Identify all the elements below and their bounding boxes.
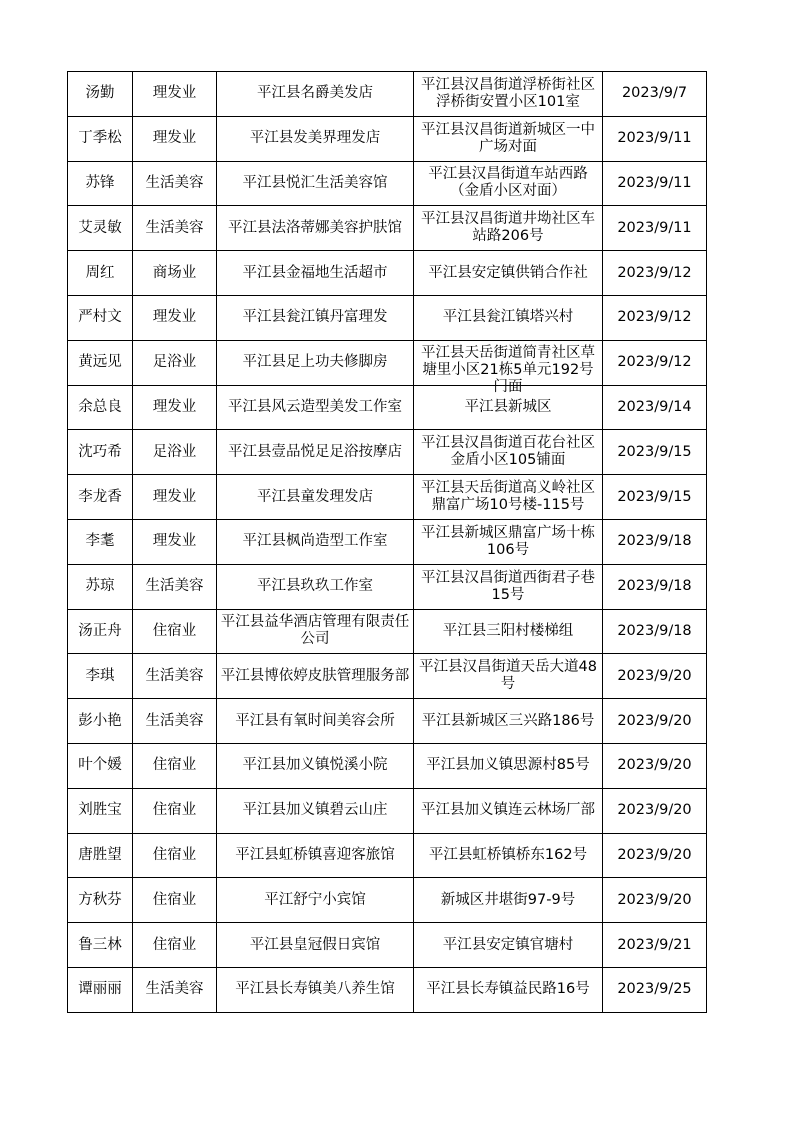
date-cell-text: 2023/9/25 xyxy=(617,981,692,998)
table-row xyxy=(68,699,707,744)
owner-name-cell xyxy=(68,116,133,161)
shop-name-cell-text: 平江舒宁小宾馆 xyxy=(264,891,366,908)
address-cell-text: 平江县汉昌街道浮桥街社区浮桥街安置小区101室 xyxy=(421,76,595,110)
address-cell-text: 平江县加义镇思源村85号 xyxy=(426,757,590,774)
address-cell xyxy=(414,519,603,564)
address-cell-text: 平江县安定镇官塘村 xyxy=(442,936,574,953)
industry-cell xyxy=(133,161,217,206)
date-cell-text: 2023/9/20 xyxy=(617,846,692,863)
date-cell-text: 2023/9/11 xyxy=(617,219,692,236)
industry-cell xyxy=(133,878,217,923)
owner-name-cell-text: 李琪 xyxy=(85,667,115,684)
industry-cell-text: 理发业 xyxy=(152,85,197,102)
address-cell-text: 平江县汉昌街道百花台社区金盾小区105铺面 xyxy=(421,435,595,469)
owner-name-cell-text: 汤正舟 xyxy=(78,622,122,639)
owner-name-cell-text: 汤勤 xyxy=(85,85,115,102)
owner-name-cell xyxy=(68,967,133,1012)
address-cell-text: 平江县长寿镇益民路16号 xyxy=(426,981,590,998)
owner-name-cell-text: 丁季松 xyxy=(78,130,122,147)
address-cell xyxy=(414,923,603,968)
date-cell-text: 2023/9/15 xyxy=(617,443,692,460)
industry-cell-text: 理发业 xyxy=(152,533,197,550)
industry-cell-text: 生活美容 xyxy=(145,667,204,684)
date-cell xyxy=(603,475,707,520)
industry-cell-text: 住宿业 xyxy=(152,891,197,908)
owner-name-cell-text: 李龙香 xyxy=(78,488,122,505)
address-cell xyxy=(414,251,603,296)
shop-name-cell-text: 平江县玖玖工作室 xyxy=(257,578,373,595)
address-cell-text: 平江县新城区三兴路186号 xyxy=(421,712,595,729)
shop-name-cell xyxy=(217,519,414,564)
owner-name-cell xyxy=(68,833,133,878)
date-cell-text: 2023/9/12 xyxy=(617,309,692,326)
address-cell xyxy=(414,699,603,744)
industry-cell xyxy=(133,385,217,430)
date-cell-text: 2023/9/20 xyxy=(617,712,692,729)
owner-name-cell xyxy=(68,475,133,520)
table-row xyxy=(68,654,707,699)
owner-name-cell-text: 严村文 xyxy=(78,309,122,326)
address-cell xyxy=(414,340,603,395)
industry-cell xyxy=(133,743,217,788)
industry-cell-text: 生活美容 xyxy=(145,174,204,191)
industry-cell xyxy=(133,788,217,833)
owner-name-cell-text: 余总良 xyxy=(78,398,122,415)
shop-name-cell xyxy=(217,923,414,968)
industry-cell-text: 理发业 xyxy=(152,398,197,415)
address-cell-text: 平江县汉昌街道井坳社区车站路206号 xyxy=(421,211,595,245)
shop-name-cell-text: 平江县博依婷皮肤管理服务部 xyxy=(220,667,410,684)
table-row xyxy=(68,743,707,788)
industry-cell-text: 生活美容 xyxy=(145,578,204,595)
registration-table xyxy=(67,71,707,1013)
date-cell xyxy=(603,116,707,161)
table-row xyxy=(68,878,707,923)
industry-cell-text: 理发业 xyxy=(152,130,197,147)
date-cell-text: 2023/9/18 xyxy=(617,578,692,595)
address-cell-text: 平江县新城区鼎富广场十栋106号 xyxy=(421,524,595,558)
industry-cell-text: 住宿业 xyxy=(152,622,197,639)
industry-cell xyxy=(133,340,217,385)
shop-name-cell xyxy=(217,833,414,878)
shop-name-cell xyxy=(217,72,414,117)
industry-cell xyxy=(133,475,217,520)
date-cell xyxy=(603,519,707,564)
date-cell xyxy=(603,788,707,833)
date-cell-text: 2023/9/12 xyxy=(617,354,692,371)
address-cell-text: 平江县安定镇供销合作社 xyxy=(428,264,588,281)
industry-cell xyxy=(133,430,217,475)
industry-cell-text: 住宿业 xyxy=(152,757,197,774)
shop-name-cell xyxy=(217,699,414,744)
shop-name-cell xyxy=(217,654,414,699)
date-cell xyxy=(603,833,707,878)
address-cell xyxy=(414,564,603,609)
table-row xyxy=(68,609,707,654)
address-cell xyxy=(414,609,603,654)
industry-cell-text: 足浴业 xyxy=(152,354,197,371)
industry-cell-text: 商场业 xyxy=(152,264,197,281)
shop-name-cell-text: 平江县童发理发店 xyxy=(257,488,373,505)
industry-cell-text: 住宿业 xyxy=(152,802,197,819)
industry-cell xyxy=(133,923,217,968)
address-cell xyxy=(414,475,603,520)
owner-name-cell xyxy=(68,923,133,968)
industry-cell xyxy=(133,833,217,878)
owner-name-cell xyxy=(68,251,133,296)
date-cell xyxy=(603,430,707,475)
industry-cell xyxy=(133,519,217,564)
industry-cell-text: 生活美容 xyxy=(145,219,204,236)
shop-name-cell xyxy=(217,116,414,161)
shop-name-cell-text: 平江县发美界理发店 xyxy=(249,130,381,147)
table-row xyxy=(68,116,707,161)
date-cell xyxy=(603,206,707,251)
address-cell xyxy=(414,72,603,117)
shop-name-cell-text: 平江县虹桥镇喜迎客旅馆 xyxy=(235,846,395,863)
owner-name-cell xyxy=(68,699,133,744)
owner-name-cell xyxy=(68,430,133,475)
address-cell xyxy=(414,967,603,1012)
owner-name-cell xyxy=(68,295,133,340)
address-cell-text: 平江县新城区 xyxy=(464,398,552,415)
shop-name-cell-text: 平江县名爵美发店 xyxy=(257,85,373,102)
shop-name-cell-text: 平江县益华酒店管理有限责任公司 xyxy=(220,614,410,648)
address-cell xyxy=(414,788,603,833)
owner-name-cell xyxy=(68,161,133,206)
date-cell-text: 2023/9/21 xyxy=(617,936,692,953)
industry-cell xyxy=(133,251,217,296)
date-cell-text: 2023/9/20 xyxy=(617,667,692,684)
shop-name-cell xyxy=(217,251,414,296)
table-row xyxy=(68,519,707,564)
date-cell xyxy=(603,385,707,430)
shop-name-cell xyxy=(217,206,414,251)
table-row xyxy=(68,923,707,968)
date-cell-text: 2023/9/20 xyxy=(617,757,692,774)
shop-name-cell-text: 平江县加义镇碧云山庄 xyxy=(242,802,388,819)
owner-name-cell-text: 彭小艳 xyxy=(78,712,122,729)
shop-name-cell xyxy=(217,340,414,385)
address-cell-text: 平江县汉昌街道西街君子巷15号 xyxy=(421,569,595,603)
owner-name-cell-text: 鲁三林 xyxy=(78,936,122,953)
owner-name-cell xyxy=(68,654,133,699)
owner-name-cell xyxy=(68,72,133,117)
date-cell xyxy=(603,161,707,206)
industry-cell xyxy=(133,699,217,744)
date-cell xyxy=(603,967,707,1012)
industry-cell-text: 生活美容 xyxy=(145,981,204,998)
owner-name-cell-text: 苏琼 xyxy=(85,578,115,595)
shop-name-cell xyxy=(217,609,414,654)
industry-cell-text: 生活美容 xyxy=(145,712,204,729)
date-cell-text: 2023/9/15 xyxy=(617,488,692,505)
address-cell-text: 平江县汉昌街道新城区一中广场对面 xyxy=(421,121,595,155)
table-row xyxy=(68,430,707,475)
shop-name-cell xyxy=(217,967,414,1012)
shop-name-cell-text: 平江县足上功夫修脚房 xyxy=(242,354,388,371)
date-cell xyxy=(603,340,707,385)
owner-name-cell-text: 唐胜望 xyxy=(78,846,122,863)
table-row xyxy=(68,475,707,520)
owner-name-cell xyxy=(68,385,133,430)
table-row xyxy=(68,340,707,385)
table-row xyxy=(68,833,707,878)
owner-name-cell-text: 谭丽丽 xyxy=(78,981,122,998)
date-cell xyxy=(603,654,707,699)
owner-name-cell xyxy=(68,788,133,833)
industry-cell xyxy=(133,654,217,699)
address-cell-text: 平江县加义镇连云林场厂部 xyxy=(421,802,595,819)
date-cell xyxy=(603,72,707,117)
address-cell xyxy=(414,161,603,206)
shop-name-cell-text: 平江县加义镇悦溪小院 xyxy=(242,757,388,774)
owner-name-cell-text: 刘胜宝 xyxy=(78,802,122,819)
owner-name-cell xyxy=(68,609,133,654)
date-cell-text: 2023/9/14 xyxy=(617,398,692,415)
table-row xyxy=(68,251,707,296)
date-cell-text: 2023/9/18 xyxy=(617,622,692,639)
industry-cell-text: 理发业 xyxy=(152,488,197,505)
table-row xyxy=(68,206,707,251)
owner-name-cell xyxy=(68,206,133,251)
date-cell xyxy=(603,878,707,923)
table-row xyxy=(68,161,707,206)
address-cell xyxy=(414,654,603,699)
address-cell xyxy=(414,206,603,251)
date-cell-text: 2023/9/7 xyxy=(621,85,688,102)
shop-name-cell xyxy=(217,878,414,923)
address-cell xyxy=(414,116,603,161)
shop-name-cell-text: 平江县皇冠假日宾馆 xyxy=(249,936,381,953)
address-cell-text: 平江县瓮江镇塔兴村 xyxy=(442,309,574,326)
shop-name-cell-text: 平江县风云造型美发工作室 xyxy=(228,398,402,415)
table-row xyxy=(68,295,707,340)
table-row xyxy=(68,788,707,833)
date-cell xyxy=(603,923,707,968)
shop-name-cell-text: 平江县枫尚造型工作室 xyxy=(242,533,388,550)
owner-name-cell-text: 周红 xyxy=(85,264,115,281)
owner-name-cell-text: 沈巧希 xyxy=(78,443,122,460)
owner-name-cell xyxy=(68,340,133,385)
address-cell-text: 平江县三阳村楼梯组 xyxy=(442,622,574,639)
industry-cell-text: 住宿业 xyxy=(152,846,197,863)
shop-name-cell-text: 平江县有氧时间美容会所 xyxy=(235,712,395,729)
address-cell xyxy=(414,878,603,923)
industry-cell xyxy=(133,564,217,609)
owner-name-cell-text: 艾灵敏 xyxy=(78,219,122,236)
date-cell-text: 2023/9/12 xyxy=(617,264,692,281)
table-row xyxy=(68,72,707,117)
owner-name-cell-text: 叶个媛 xyxy=(78,757,122,774)
address-cell-text: 平江县天岳街道高义岭社区鼎富广场10号楼-115号 xyxy=(421,480,595,514)
owner-name-cell-text: 李耄 xyxy=(85,533,115,550)
address-cell-text: 平江县天岳街道简青社区草塘里小区21栋5单元192号门面 xyxy=(421,344,595,395)
date-cell-text: 2023/9/11 xyxy=(617,174,692,191)
table-row xyxy=(68,564,707,609)
industry-cell xyxy=(133,609,217,654)
shop-name-cell-text: 平江县金福地生活超市 xyxy=(242,264,388,281)
date-cell-text: 2023/9/20 xyxy=(617,891,692,908)
industry-cell-text: 理发业 xyxy=(152,309,197,326)
address-cell xyxy=(414,430,603,475)
owner-name-cell xyxy=(68,743,133,788)
table-body xyxy=(68,72,707,1013)
owner-name-cell xyxy=(68,519,133,564)
date-cell-text: 2023/9/18 xyxy=(617,533,692,550)
table-row xyxy=(68,385,707,430)
industry-cell xyxy=(133,206,217,251)
industry-cell xyxy=(133,967,217,1012)
date-cell xyxy=(603,699,707,744)
date-cell-text: 2023/9/20 xyxy=(617,802,692,819)
shop-name-cell xyxy=(217,430,414,475)
date-cell xyxy=(603,743,707,788)
industry-cell xyxy=(133,72,217,117)
address-cell-text: 平江县虹桥镇桥东162号 xyxy=(428,846,588,863)
owner-name-cell xyxy=(68,564,133,609)
shop-name-cell xyxy=(217,161,414,206)
owner-name-cell-text: 苏锋 xyxy=(85,174,115,191)
date-cell xyxy=(603,251,707,296)
shop-name-cell-text: 平江县法洛蒂娜美容护肤馆 xyxy=(228,219,402,236)
address-cell xyxy=(414,295,603,340)
table-row xyxy=(68,967,707,1012)
shop-name-cell xyxy=(217,295,414,340)
industry-cell-text: 足浴业 xyxy=(152,443,197,460)
shop-name-cell-text: 平江县长寿镇美八养生馆 xyxy=(235,981,395,998)
address-cell-text: 平江县汉昌街道天岳大道48号 xyxy=(419,659,597,693)
shop-name-cell xyxy=(217,475,414,520)
address-cell-text: 平江县汉昌街道车站西路（金盾小区对面） xyxy=(428,166,588,200)
date-cell xyxy=(603,295,707,340)
industry-cell-text: 住宿业 xyxy=(152,936,197,953)
shop-name-cell xyxy=(217,788,414,833)
shop-name-cell xyxy=(217,564,414,609)
date-cell xyxy=(603,609,707,654)
industry-cell xyxy=(133,295,217,340)
address-cell xyxy=(414,833,603,878)
shop-name-cell-text: 平江县壹品悦足足浴按摩店 xyxy=(228,443,402,460)
shop-name-cell xyxy=(217,385,414,430)
shop-name-cell-text: 平江县瓮江镇丹富理发 xyxy=(242,309,388,326)
shop-name-cell xyxy=(217,743,414,788)
date-cell xyxy=(603,564,707,609)
owner-name-cell xyxy=(68,878,133,923)
owner-name-cell-text: 黄远见 xyxy=(78,354,122,371)
industry-cell xyxy=(133,116,217,161)
date-cell-text: 2023/9/11 xyxy=(617,130,692,147)
address-cell xyxy=(414,743,603,788)
owner-name-cell-text: 方秋芬 xyxy=(78,891,122,908)
shop-name-cell-text: 平江县悦汇生活美容馆 xyxy=(242,174,388,191)
address-cell-text: 新城区井堪街97-9号 xyxy=(440,891,576,908)
